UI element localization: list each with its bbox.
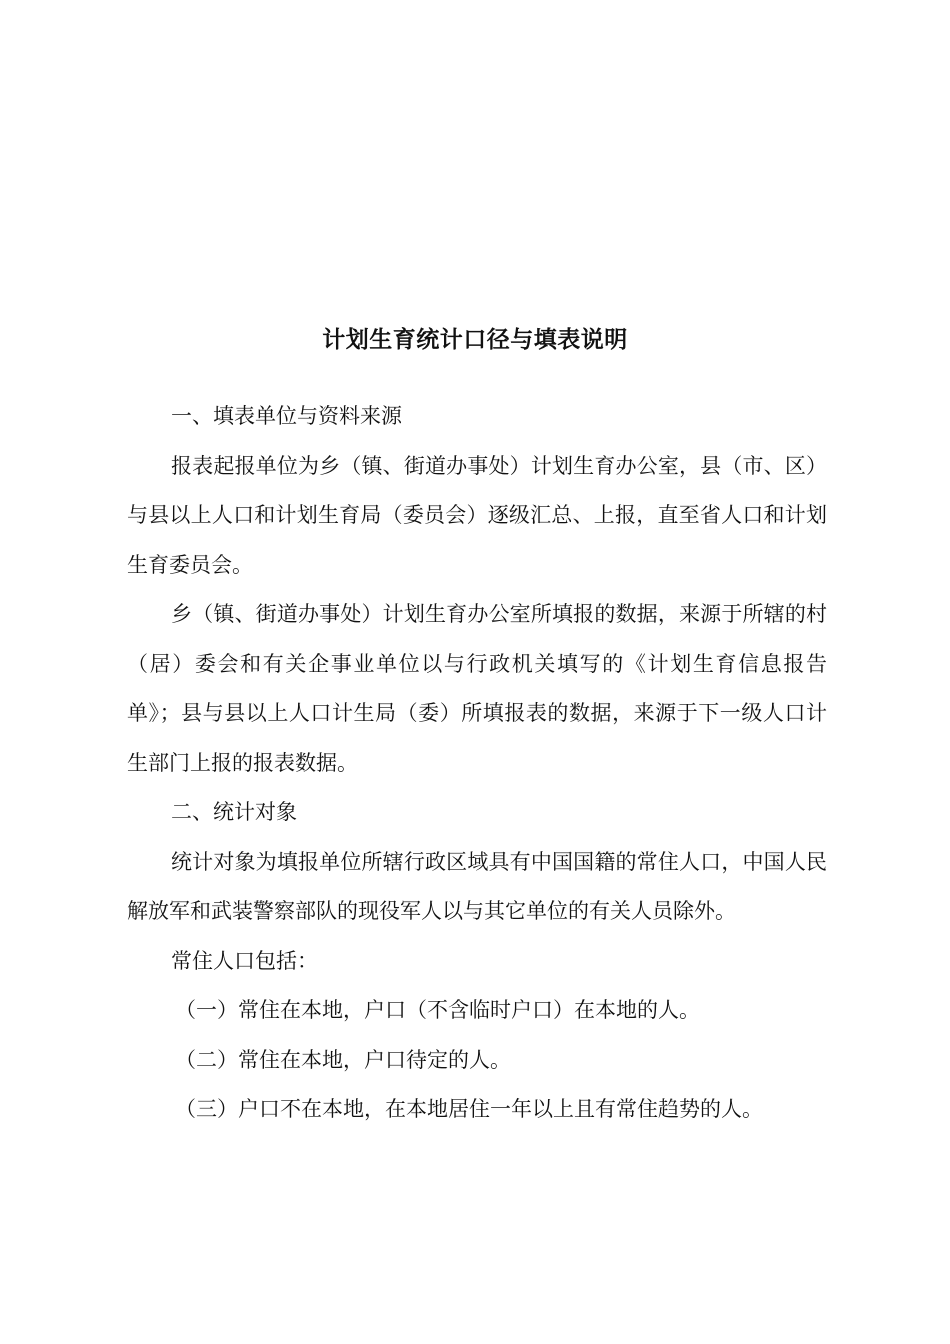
document-title: 计划生育统计口径与填表说明 [322,327,628,353]
paragraph-data-sources: 乡（镇、街道办事处）计划生育办公室所填报的数据，来源于所辖的村（居）委会和有关企事业单位以与行政机关填写的《计划生育信息报告单》；县与县以上人口计生局（委）所填报表的数据，来源于下一级人口计生部门上报的报表数据。 [127,602,827,775]
section-heading-1: 一、填表单位与资料来源 [171,404,402,428]
section-heading-2: 二、统计对象 [171,800,297,824]
document-body [127,392,827,1135]
paragraph-reporting-units: 报表起报单位为乡（镇、街道办事处）计划生育办公室，县（市、区）与县以上人口和计划生育局（委员会）逐级汇总、上报，直至省人口和计划生育委员会。 [127,453,827,577]
paragraph-statistical-objects: 统计对象为填报单位所辖行政区域具有中国国籍的常住人口，中国人民解放军和武装警察部队的现役军人以与其它单位的有关人员除外。 [127,849,827,923]
list-item-3: （三）户口不在本地，在本地居住一年以上且有常住趋势的人。 [175,1097,763,1121]
paragraph-resident-population-intro: 常住人口包括： [171,948,318,973]
list-item-2: （二）常住在本地，户口待定的人。 [175,1047,511,1072]
list-item-1: （一）常住在本地，户口（不含临时户口）在本地的人。 [175,998,700,1022]
